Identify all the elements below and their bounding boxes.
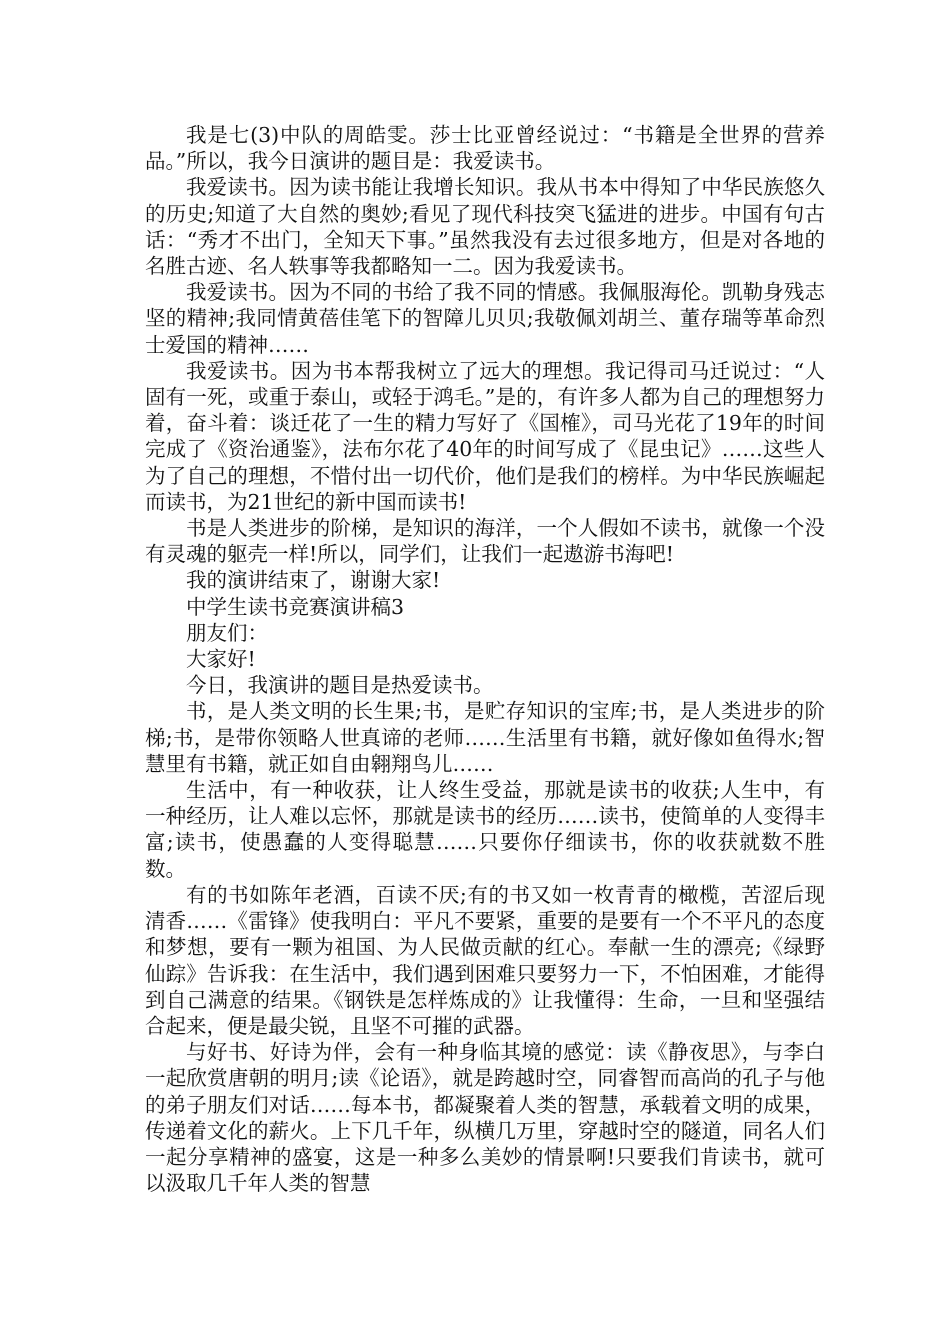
paragraph-closing: 我的演讲结束了，谢谢大家! xyxy=(186,568,441,593)
salutation-hello: 大家好! xyxy=(186,647,256,672)
document-body xyxy=(145,122,825,1196)
paragraph-ladder: 书是人类进步的阶梯，是知识的海洋，一个人假如不读书，就像一个没有灵魂的躯壳一样!所以，同学们，让我们一起遨游书海吧! xyxy=(145,516,825,567)
paragraph-emotion: 我爱读书。因为不同的书给了我不同的情感。我佩服海伦。凯勒身残志坚的精神;我同情黄蓓佳笔下的智障儿贝贝;我敬佩刘胡兰、董存瑞等革命烈士爱国的精神…… xyxy=(145,280,825,357)
salutation-friends: 朋友们： xyxy=(186,620,268,645)
paragraph-topic: 今日，我演讲的题目是热爱读书。 xyxy=(186,673,494,698)
paragraph-ideal: 我爱读书。因为书本帮我树立了远大的理想。我记得司马迁说过：“人固有一死，或重于泰山，或轻于鸿毛。”是的，有许多人都为自己的理想努力着，奋斗着：谈迁花了一生的精力写好了《国榷》，司马光花了19年的时间完成了《资治通鉴》，法布尔花了40年的时间写成了《昆虫记》……这些人为了自己的理想，不惜付出一切代价，他们是我们的榜样。为中华民族崛起而读书，为21世纪的新中国而读书! xyxy=(145,358,825,514)
paragraph-knowledge: 我爱读书。因为读书能让我增长知识。我从书本中得知了中华民族悠久的历史;知道了大自然的奥妙;看见了现代科技突飞猛进的进步。中国有句古话：“秀才不出门，全知天下事。”虽然我没有去过很多地方，但是对各地的名胜古迹、名人轶事等我都略知一二。因为我爱读书。 xyxy=(145,175,825,279)
paragraph-old-wine: 有的书如陈年老酒，百读不厌;有的书又如一枚青青的橄榄，苦涩后现清香……《雷锋》使我明白：平凡不要紧，重要的是要有一个不平凡的态度和梦想，要有一颗为祖国、为人民做贡献的红心。奉献一生的漂亮;《绿野仙踪》告诉我：在生活中，我们遇到困难只要努力一下，不怕困难，才能得到自己满意的结果。《钢铁是怎样炼成的》让我懂得：生命，一旦和坚强结合起来，便是最尖锐，且坚不可摧的武器。 xyxy=(145,882,825,1038)
paragraph-intro: 我是七(3)中队的周皓雯。莎士比亚曾经说过：“书籍是全世界的营养品。”所以，我今日演讲的题目是：我爱读书。 xyxy=(145,123,825,174)
paragraph-good-books: 与好书、好诗为伴，会有一种身临其境的感觉：读《静夜思》，与李白一起欣赏唐朝的明月;读《论语》，就是跨越时空，同睿智而高尚的孔子与他的弟子朋友们对话……每本书，都凝聚着人类的智慧，承载着文明的成果，传递着文化的薪火。上下几千年，纵横几万里，穿越时空的隧道，同名人们一起分享精神的盛宴，这是一种多么美妙的情景啊!只要我们肯读书，就可以汲取几千年人类的智慧 xyxy=(145,1040,825,1196)
section-title: 中学生读书竞赛演讲稿3 xyxy=(186,594,405,619)
paragraph-books-are: 书，是人类文明的长生果;书，是贮存知识的宝库;书，是人类进步的阶梯;书，是带你领略人世真谛的老师……生活里有书籍，就好像如鱼得水;智慧里有书籍，就正如自由翱翔鸟儿…… xyxy=(145,699,825,776)
paragraph-harvest: 生活中，有一种收获，让人终生受益，那就是读书的收获;人生中，有一种经历，让人难以忘怀，那就是读书的经历……读书，使简单的人变得丰富;读书，使愚蠢的人变得聪慧……只要你仔细读书，你的收获就数不胜数。 xyxy=(145,778,825,881)
